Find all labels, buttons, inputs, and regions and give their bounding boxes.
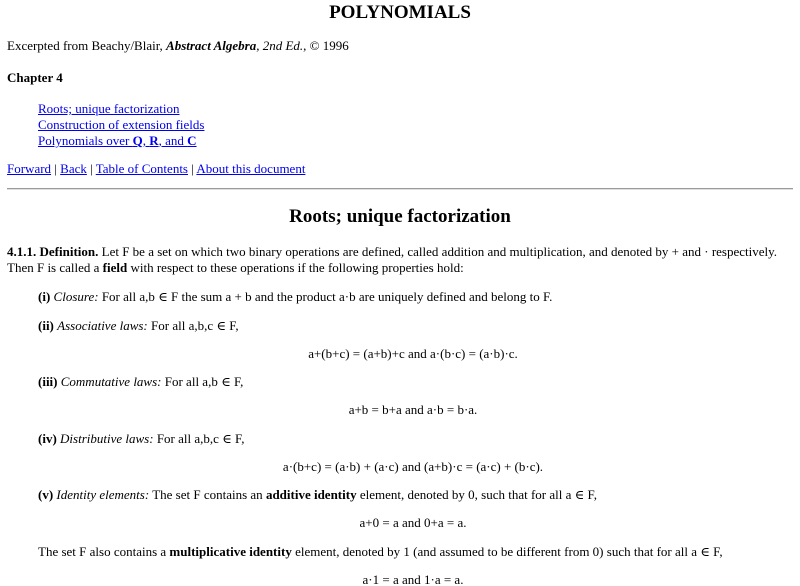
definition-text-2: with respect to these operations if the following properties hold: xyxy=(127,260,464,275)
nav-contents-link[interactable]: Table of Contents xyxy=(95,161,188,176)
definition-paragraph xyxy=(7,244,795,276)
property-associative xyxy=(38,318,239,334)
definition-number: 4.1.1. Definition. xyxy=(7,244,99,259)
horizontal-rule xyxy=(7,188,793,190)
additive-identity-term: additive identity xyxy=(265,487,357,502)
property-text: element, denoted by 1 (and assumed to be different from 0) such that for all a ∈ F, xyxy=(291,544,723,559)
nav-about-link[interactable]: About this document xyxy=(196,161,306,176)
book-title: Abstract Algebra xyxy=(166,38,257,53)
nav-bar xyxy=(7,161,305,177)
property-number: (iii) xyxy=(38,374,58,389)
multiplicative-identity-paragraph xyxy=(38,544,723,560)
property-text: For all a,b,c ∈ F, xyxy=(153,431,245,446)
formula-additive-identity: a+0 = a and 0+a = a. xyxy=(359,515,467,530)
nav-separator: | xyxy=(188,161,197,176)
chapter-heading: Chapter 4 xyxy=(7,70,63,85)
toc-q: Q xyxy=(132,133,143,148)
toc-link-extension-fields[interactable]: Construction of extension fields xyxy=(38,117,205,132)
property-name: Distributive laws: xyxy=(60,431,154,446)
definition-text-1: Let F be a set on which two binary operations are defined, called addition and multiplication, and denoted by + and · respectively. Then F is called a xyxy=(7,244,778,275)
property-number: (iv) xyxy=(38,431,57,446)
nav-separator: | xyxy=(51,161,61,176)
property-name: Identity elements: xyxy=(56,487,150,502)
multiplicative-identity-term: multiplicative identity xyxy=(169,544,292,559)
property-text: For all a,b ∈ F the sum a + b and the product a·b are uniquely defined and belong to F. xyxy=(98,289,553,304)
property-identity xyxy=(38,487,597,503)
property-name: Closure: xyxy=(53,289,99,304)
property-text: element, denoted by 0, such that for all a ∈ F, xyxy=(356,487,597,502)
formula-distributive: a·(b+c) = (a·b) + (a·c) and (a+b)·c = (a·c) + (b·c). xyxy=(282,459,544,474)
formula-commutative: a+b = b+a and a·b = b·a. xyxy=(348,402,478,417)
toc-and: , and xyxy=(158,133,188,148)
property-text: The set F contains an xyxy=(149,487,266,502)
property-text: The set F also contains a xyxy=(38,544,170,559)
formula-multiplicative-identity: a·1 = a and 1·a = a. xyxy=(362,572,464,586)
nav-back-link[interactable]: Back xyxy=(60,161,87,176)
book-edition: , 2nd Ed. xyxy=(256,38,304,53)
property-text: For all a,b ∈ F, xyxy=(161,374,244,389)
toc-link-roots[interactable]: Roots; unique factorization xyxy=(38,101,180,116)
toc-link-prefix: Polynomials over xyxy=(38,133,133,148)
property-distributive xyxy=(38,431,244,447)
formula-associative: a+(b+c) = (a+b)+c and a·(b·c) = (a·b)·c. xyxy=(308,346,518,361)
nav-separator: | xyxy=(86,161,96,176)
chapter-toc xyxy=(38,101,204,149)
property-closure xyxy=(38,289,552,305)
property-commutative xyxy=(38,374,243,390)
toc-comma: , xyxy=(142,133,150,148)
property-number: (i) xyxy=(38,289,51,304)
property-text: For all a,b,c ∈ F, xyxy=(147,318,239,333)
definition-field-term: field xyxy=(102,260,128,275)
section-title: Roots; unique factorization xyxy=(289,206,511,227)
nav-forward-link[interactable]: Forward xyxy=(7,161,52,176)
toc-r: R xyxy=(149,133,159,148)
toc-c: C xyxy=(187,133,197,148)
page-title: POLYNOMIALS xyxy=(329,2,471,23)
excerpt-line xyxy=(7,38,349,54)
property-number: (ii) xyxy=(38,318,54,333)
property-number: (v) xyxy=(38,487,54,502)
toc-link-polynomials-over[interactable] xyxy=(38,133,204,149)
excerpt-prefix: Excerpted from Beachy/Blair, xyxy=(7,38,167,53)
property-name: Commutative laws: xyxy=(60,374,162,389)
copyright: , © 1996 xyxy=(303,38,349,53)
property-name: Associative laws: xyxy=(57,318,148,333)
